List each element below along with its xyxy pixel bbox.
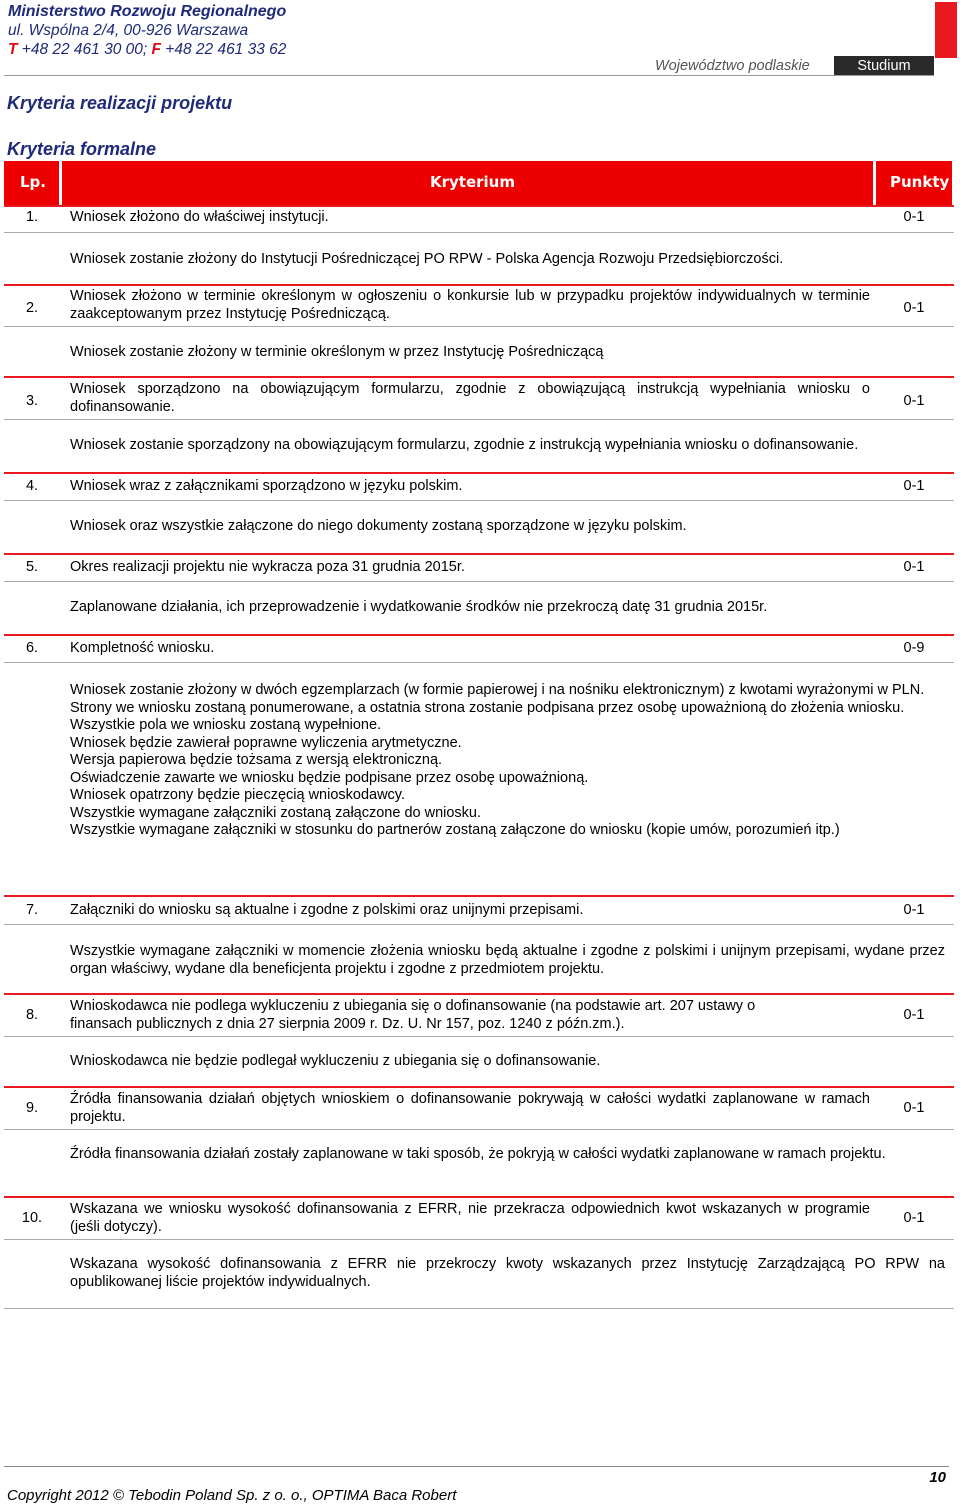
description-line: Wskazana wysokość dofinansowania z EFRR nie przekroczy kwoty wskazanych przez Instytucję Zarządzającą PO RPW na opublikowanej liście projektów indywidualnych. — [70, 1256, 945, 1290]
criterion-text: Załączniki do wniosku są aktualne i zgodne z polskimi oraz unijnymi przepisami. — [70, 902, 584, 918]
row-divider — [4, 662, 954, 663]
row-divider — [4, 1129, 954, 1130]
column-header-punkty: Punkty — [890, 173, 950, 191]
organization-header — [8, 2, 286, 59]
row-divider — [4, 1196, 954, 1198]
description-line: Wniosek zostanie złożony do Instytucji Pośredniczącej PO RPW - Polska Agencja Rozwoju Przedsiębiorczości. — [70, 251, 784, 267]
criterion-description — [70, 1053, 945, 1071]
row-number: 7. — [25, 902, 39, 918]
footer-divider — [4, 1466, 949, 1467]
org-name: Ministerstwo Rozwoju Regionalnego — [8, 3, 287, 20]
description-line: Wszystkie pola we wniosku zostaną wypełnione. — [70, 717, 382, 733]
points-value: 0-1 — [903, 902, 925, 918]
points-value: 0-1 — [903, 1100, 925, 1116]
description-line: Wszystkie wymagane załączniki zostaną załączone do wniosku. — [70, 804, 482, 821]
points-value: 0-1 — [903, 559, 925, 575]
description-line: Wnioskodawca nie będzie podlegał wykluczeniu z ubiegania się o dofinansowanie. — [70, 1053, 601, 1069]
description-line: Wniosek będzie zawierał poprawne wyliczenia arytmetyczne. — [70, 734, 462, 751]
row-number: 9. — [25, 1100, 39, 1116]
row-divider — [4, 553, 954, 555]
row-number: 4. — [25, 478, 39, 494]
phone-number: +48 22 461 30 00; — [21, 41, 148, 58]
criterion-description — [70, 251, 945, 269]
column-header-kryterium: Kryterium — [430, 173, 515, 191]
page-number: 10 — [929, 1469, 946, 1486]
studium-badge: Studium — [834, 56, 934, 76]
criterion-text: Wniosek złożono do właściwej instytucji. — [70, 209, 329, 225]
row-divider — [4, 1036, 954, 1037]
description-line: Wersja papierowa będzie tożsama z wersją elektroniczną. — [70, 752, 443, 768]
points-value: 0-1 — [903, 1007, 925, 1023]
row-divider — [4, 326, 954, 327]
row-number: 8. — [25, 1007, 39, 1023]
criterion-text: Wnioskodawca nie podlega wykluczeniu z ubiegania się o dofinansowanie (na podstawie art. 207 ustawy o finansach publicznych z dnia 27 sierpnia 2009 r. Dz. U. Nr 157, poz. 1240 z późn.zm.). — [70, 998, 756, 1032]
row-divider — [4, 419, 954, 420]
subsection-heading: Kryteria formalne — [7, 139, 157, 159]
row-divider — [4, 1239, 954, 1240]
criterion-description — [70, 518, 945, 536]
description-line: Wszystkie wymagane załączniki w momencie złożenia wniosku będą aktualne i zgodne z polskimi i unijnym przepisami, wydane przez organ właściwy, wydane dla beneficjenta projektu i zgodne z przedmiotem projektu. — [70, 943, 945, 977]
criterion-text: Źródła finansowania działań objętych wnioskiem o dofinansowanie pokrywają w całości wydatki zaplanowane w ramach projektu. — [70, 1091, 870, 1125]
row-number: 1. — [25, 209, 39, 225]
criterion-description — [70, 599, 945, 617]
row-divider — [4, 284, 954, 286]
points-value: 0-1 — [903, 393, 925, 409]
description-line: Wniosek zostanie sporządzony na obowiązującym formularzu, zgodnie z instrukcją wypełniania wniosku o dofinansowanie. — [70, 437, 859, 453]
criteria-table — [4, 161, 954, 205]
points-value: 0-1 — [903, 1210, 925, 1226]
points-value: 0-9 — [903, 640, 925, 656]
criterion-text: Okres realizacji projektu nie wykracza poza 31 grudnia 2015r. — [70, 559, 465, 575]
criterion-description — [70, 1256, 945, 1291]
row-divider — [4, 376, 954, 378]
column-divider — [59, 161, 62, 205]
description-line: Zaplanowane działania, ich przeprowadzenie i wydatkowanie środków nie przekroczą datę 31 grudnia 2015r. — [70, 599, 768, 615]
row-number: 2. — [25, 300, 39, 316]
table-header — [4, 161, 954, 205]
row-divider — [4, 472, 954, 474]
row-divider — [4, 581, 954, 582]
description-line: Wniosek oraz wszystkie załączone do niego dokumenty zostaną sporządzone w języku polskim. — [70, 518, 687, 534]
region-label: Województwo podlaskie — [655, 58, 810, 74]
section-heading: Kryteria realizacji projektu — [7, 93, 233, 113]
row-number: 10. — [21, 1210, 43, 1226]
description-line: Wniosek opatrzony będzie pieczęcią wnioskodawcy. — [70, 787, 406, 803]
points-value: 0-1 — [903, 300, 925, 316]
column-divider — [873, 161, 876, 205]
criterion-description — [70, 437, 945, 455]
row-divider — [4, 1086, 954, 1088]
criterion-description — [70, 344, 945, 362]
row-divider — [4, 500, 954, 501]
points-value: 0-1 — [903, 478, 925, 494]
phone-label: T — [8, 41, 18, 58]
org-contact — [8, 40, 286, 59]
criterion-text: Wniosek złożono w terminie określonym w ogłoszeniu o konkursie lub w przypadku projektów indywidualnych w terminie zaakceptowanym przez Instytucję Pośredniczącą. — [70, 288, 870, 322]
row-divider — [4, 232, 954, 233]
table-bottom-border — [4, 1308, 954, 1309]
description-line: Wszystkie wymagane załączniki w stosunku do partnerów zostaną załączone do wniosku (kopie umów, porozumień itp.) — [70, 822, 840, 838]
criterion-text: Wniosek wraz z załącznikami sporządzono w języku polskim. — [70, 478, 463, 494]
column-header-lp: Lp. — [20, 173, 46, 191]
row-divider — [4, 895, 954, 897]
header-divider — [4, 75, 934, 76]
copyright-notice: Copyright 2012 © Tebodin Poland Sp. z o. o., OPTIMA Baca Robert — [7, 1487, 457, 1504]
description-line: Strony we wniosku zostaną ponumerowane, a ostatnia strona zostanie podpisana przez osobę upoważnioną do złożenia wniosku. — [70, 699, 905, 716]
row-divider — [4, 993, 954, 995]
criterion-text: Wniosek sporządzono na obowiązującym formularzu, zgodnie z obowiązującą instrukcją wypełniania wniosku o dofinansowanie. — [70, 381, 870, 415]
description-line: Źródła finansowania działań zostały zaplanowane w taki sposób, że pokryją w całości wydatki zaplanowane w ramach projektu. — [70, 1146, 886, 1162]
row-number: 3. — [25, 393, 39, 409]
row-number: 6. — [25, 640, 39, 656]
criterion-text: Wskazana we wniosku wysokość dofinansowania z EFRR, nie przekracza odpowiednich kwot wskazanych w programie (jeśli dotyczy). — [70, 1201, 870, 1235]
criterion-description — [70, 943, 945, 978]
row-divider — [4, 924, 954, 925]
row-number: 5. — [25, 559, 39, 575]
row-divider — [4, 205, 954, 207]
description-line: Oświadczenie zawarte we wniosku będzie podpisane przez osobę upoważnioną. — [70, 769, 589, 786]
criterion-text: Kompletność wniosku. — [70, 640, 215, 656]
description-line: Wniosek zostanie złożony w terminie określonym w przez Instytucję Pośredniczącą — [70, 344, 604, 360]
criterion-description — [70, 682, 945, 840]
fax-label: F — [151, 41, 161, 58]
criterion-description — [70, 1146, 945, 1164]
org-address: ul. Wspólna 2/4, 00-926 Warszawa — [8, 22, 249, 39]
row-divider — [4, 634, 954, 636]
brand-marker — [935, 2, 957, 58]
description-line: Wniosek zostanie złożony w dwóch egzemplarzach (w formie papierowej i na nośniku elektronicznym) z kwotami wyrażonymi w PLN. — [70, 682, 925, 698]
fax-number: +48 22 461 33 62 — [165, 41, 287, 58]
points-value: 0-1 — [903, 209, 925, 225]
